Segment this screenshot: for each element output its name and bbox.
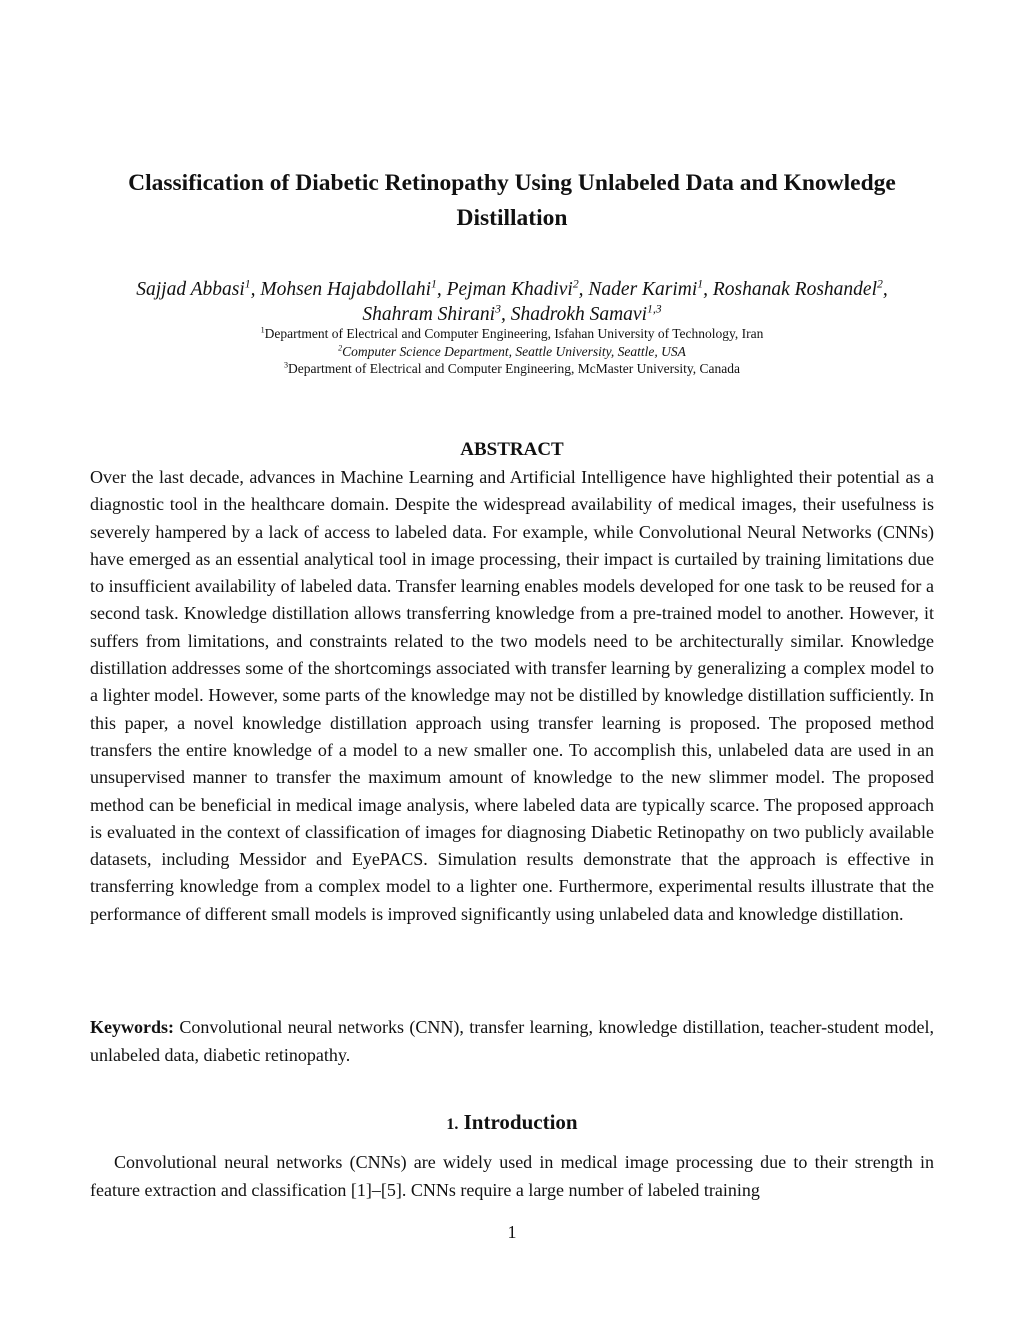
author: Roshanak Roshandel$^2$,	[712, 277, 888, 300]
author: Pejman Khadivi$^2$,	[446, 277, 589, 300]
affiliation-list	[70, 325, 954, 378]
author: Nader Karimi$^1$,	[588, 277, 713, 300]
page-number: 1	[507, 1222, 517, 1242]
affiliation: $^1$Department of Electrical and Computer Engineering, Isfahan University of Technology, Iran	[260, 325, 764, 341]
section-number: 1.	[446, 1116, 459, 1133]
paper-title: Classification of Diabetic Retinopathy Using Unlabeled Data and Knowledge Distillation	[128, 170, 896, 231]
author: Sajjad Abbasi$^1$,	[136, 277, 261, 300]
section-title: Introduction	[463, 1110, 578, 1134]
keywords-text: Convolutional neural networks (CNN), transfer learning, knowledge distillation, teacher-student model, unlabeled data, diabetic retinopathy.	[90, 1017, 934, 1065]
abstract-text: Over the last decade, advances in Machine Learning and Artificial Intelligence have highlighted their potential as a diagnostic tool in the healthcare domain. Despite the widespread availability of medical images, their usefulness is severely hampered by a lack of access to labeled data. For example, while Convolutional Neural Networks (CNNs) have emerged as an essential analytical tool in image processing, their impact is curtailed by training limitations due to insufficient availability of labeled data. Transfer learning enables models developed for one task to be reused for a second task. Knowledge distillation allows transferring knowledge from a pre-trained model to another. However, it suffers from limitations, and constraints related to the two models need to be architecturally similar. Knowledge distillation addresses some of the shortcomings associated with transfer learning by generalizing a complex model to a lighter model. However, some parts of the knowledge may not be distilled by knowledge distillation sufficiently. In this paper, a novel knowledge distillation approach using transfer learning is proposed. The proposed method transfers the entire knowledge of a model to a new smaller one. To accomplish this, unlabeled data are used in an unsupervised manner to transfer the maximum amount of knowledge to the new slimmer model. The proposed method can be beneficial in medical image analysis, where labeled data are typically scarce. The proposed approach is evaluated in the context of classification of images for diagnosing Diabetic Retinopathy on two publicly available datasets, including Messidor and EyePACS. Simulation results demonstrate that the approach is effective in transferring knowledge from a complex model to a lighter one. Furthermore, experimental results illustrate that the performance of different small models is improved significantly using unlabeled data and knowledge distillation.	[90, 467, 934, 924]
affiliation: $^3$Department of Electrical and Computer Engineering, McMaster University, Canada	[283, 360, 741, 376]
abstract-heading: ABSTRACT	[460, 439, 564, 460]
introduction-text: Convolutional neural networks (CNNs) are widely used in medical image processing due to their strength in feature extraction and classification [1]–[5]. CNNs require a large number of labeled training	[90, 1152, 934, 1200]
author: Shahram Shirani$^3$,	[362, 302, 511, 325]
affiliation: $^2$Computer Science Department, Seattle University, Seattle, USA	[338, 343, 686, 359]
author-list	[70, 277, 954, 327]
author: Mohsen Hajabdollahi$^1$,	[260, 277, 447, 300]
keywords-label: Keywords:	[90, 1017, 174, 1037]
author: Shadrokh Samavi$^{1,3}$	[510, 302, 662, 325]
section-heading-introduction	[90, 1108, 934, 1139]
keywords	[90, 1014, 934, 1069]
